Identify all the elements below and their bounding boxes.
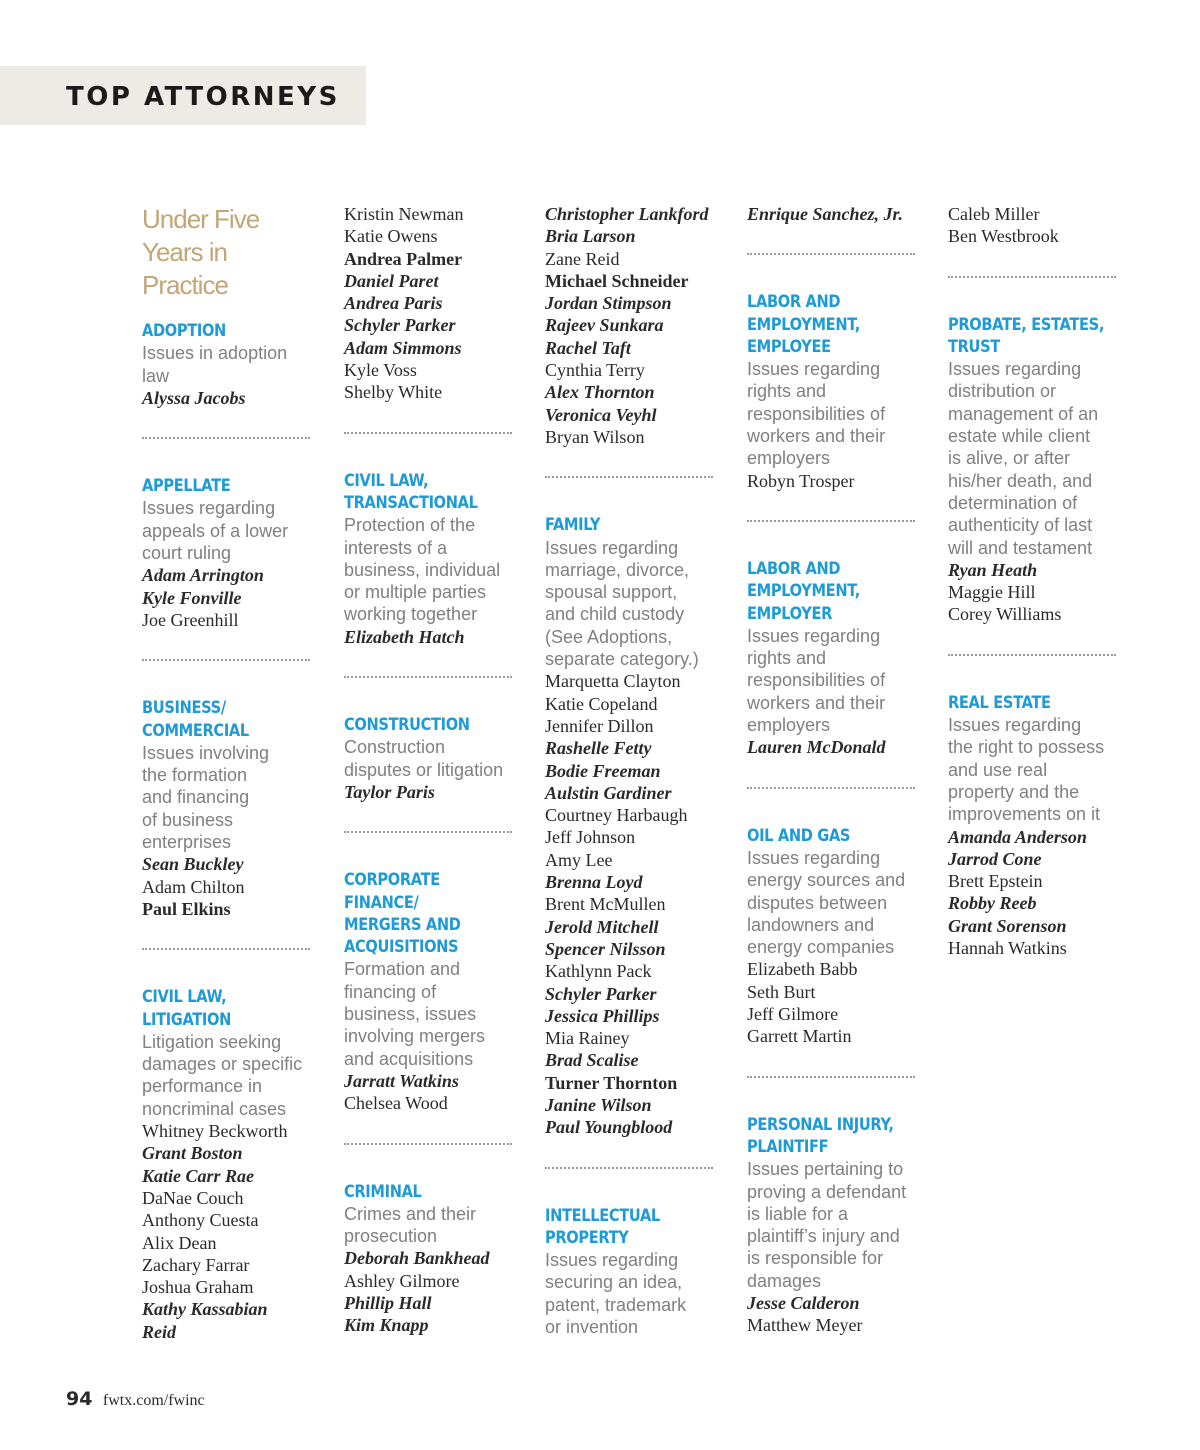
attorney-name: Anthony Cuesta bbox=[142, 1210, 259, 1231]
description-line: Issues regarding bbox=[747, 847, 881, 868]
heading-line: EMPLOYMENT, bbox=[747, 581, 860, 602]
description-line: will and testament bbox=[948, 537, 1093, 558]
attorney-name: Cynthia Terry bbox=[545, 360, 645, 381]
attorney-name: Brent McMullen bbox=[545, 894, 666, 915]
attorney-name: Taylor Paris bbox=[344, 781, 435, 802]
attorney-name: Jeff Johnson bbox=[545, 827, 636, 848]
heading-line: COMMERCIAL bbox=[142, 720, 249, 741]
attorney-name: Courtney Harbaugh bbox=[545, 805, 688, 826]
description-line: business, individual bbox=[344, 559, 501, 580]
dotted-divider bbox=[142, 437, 310, 439]
category-description bbox=[747, 847, 923, 958]
heading-line: TRANSACTIONAL bbox=[344, 492, 478, 513]
attorney-name: Jordan Stimpson bbox=[545, 293, 672, 314]
description-line: is liable for a bbox=[747, 1203, 849, 1224]
dotted-divider bbox=[344, 432, 512, 434]
attorney-name: Jarratt Watkins bbox=[344, 1070, 459, 1091]
description-line: or invention bbox=[545, 1317, 639, 1338]
heading-line: EMPLOYEE bbox=[747, 336, 831, 357]
attorney-name: Jeff Gilmore bbox=[747, 1004, 839, 1025]
description-line: securing an idea, bbox=[545, 1272, 683, 1293]
category-heading bbox=[344, 869, 520, 958]
dotted-divider bbox=[747, 520, 915, 522]
description-line: or multiple parties bbox=[344, 582, 487, 603]
attorney-name: Kyle Fonville bbox=[142, 587, 242, 608]
attorney-name: Kristin Newman bbox=[344, 204, 464, 224]
description-line: Issues regarding bbox=[747, 625, 881, 646]
column-4 bbox=[747, 203, 923, 1337]
dotted-divider bbox=[344, 1143, 512, 1145]
column-5 bbox=[948, 203, 1124, 959]
dotted-divider bbox=[747, 787, 915, 789]
attorney-name: Shelby White bbox=[344, 382, 443, 403]
category-heading bbox=[948, 314, 1124, 359]
category-description bbox=[344, 1203, 520, 1248]
description-line: prosecution bbox=[344, 1226, 438, 1247]
dotted-divider bbox=[747, 1076, 915, 1078]
category-description bbox=[344, 736, 520, 781]
category-heading bbox=[545, 1205, 721, 1250]
heading-line: LABOR AND bbox=[747, 558, 841, 579]
heading-line: CORPORATE bbox=[344, 870, 440, 891]
category-heading bbox=[142, 320, 318, 342]
dotted-divider bbox=[545, 1167, 713, 1169]
attorney-name: Spencer Nilsson bbox=[545, 938, 666, 959]
description-line: Litigation seeking bbox=[142, 1031, 282, 1052]
attorney-name: Kyle Voss bbox=[344, 360, 417, 381]
category-heading bbox=[142, 986, 318, 1031]
attorney-name: Katie Copeland bbox=[545, 693, 658, 714]
description-line: enterprises bbox=[142, 832, 232, 853]
attorney-name: Alix Dean bbox=[142, 1232, 217, 1253]
heading-line: MERGERS AND bbox=[344, 914, 461, 935]
attorney-name: Rashelle Fetty bbox=[545, 738, 652, 759]
dotted-divider bbox=[344, 831, 512, 833]
attorney-name: Bryan Wilson bbox=[545, 426, 645, 447]
description-line: separate category.) bbox=[545, 649, 699, 670]
description-line: workers and their bbox=[747, 426, 886, 447]
heading-line: ACQUISITIONS bbox=[344, 937, 459, 958]
description-line: Issues regarding bbox=[747, 359, 881, 380]
attorney-name: Ryan Heath bbox=[948, 559, 1038, 580]
attorney-name: Aulstin Gardiner bbox=[545, 782, 672, 803]
description-line: business, issues bbox=[344, 1004, 477, 1025]
page-number: 94 bbox=[66, 1388, 93, 1410]
description-line: patent, trademark bbox=[545, 1294, 687, 1315]
category-heading bbox=[747, 291, 923, 358]
attorney-name: Katie Carr Rae bbox=[142, 1165, 255, 1186]
attorney-name: Daniel Paret bbox=[344, 270, 439, 291]
description-line: marriage, divorce, bbox=[545, 559, 690, 580]
description-line: responsibilities of bbox=[747, 403, 886, 424]
description-line: the right to possess bbox=[948, 737, 1105, 758]
description-line: court ruling bbox=[142, 543, 232, 564]
attorney-name: Kathy Kassabian bbox=[142, 1299, 268, 1320]
attorney-name: Alex Thornton bbox=[545, 382, 655, 403]
category-description bbox=[747, 625, 923, 736]
attorney-name: Grant Boston bbox=[142, 1143, 243, 1164]
heading-line: TRUST bbox=[948, 336, 1000, 357]
category-description bbox=[142, 1031, 318, 1120]
attorney-name: Grant Sorenson bbox=[948, 915, 1067, 936]
attorney-name: Corey Williams bbox=[948, 604, 1062, 625]
attorney-name: Joe Greenhill bbox=[142, 609, 239, 630]
heading-line: PLAINTIFF bbox=[747, 1136, 829, 1157]
description-line: appeals of a lower bbox=[142, 520, 289, 541]
attorney-name: Joshua Graham bbox=[142, 1277, 254, 1298]
category-heading bbox=[344, 714, 520, 736]
attorney-name: Adam Arrington bbox=[142, 565, 264, 586]
description-line: rights and bbox=[747, 648, 827, 669]
footer-url: fwtx.com/fwinc bbox=[102, 1392, 205, 1409]
attorney-name: Mia Rainey bbox=[545, 1028, 630, 1049]
attorney-name: Marquetta Clayton bbox=[545, 671, 681, 692]
description-line: responsibilities of bbox=[747, 670, 886, 691]
attorney-name: Seth Burt bbox=[747, 981, 816, 1002]
description-line: disputes or litigation bbox=[344, 759, 504, 780]
attorney-name: Robyn Trosper bbox=[747, 470, 855, 491]
attorney-name: Andrea Paris bbox=[344, 293, 443, 314]
column-2 bbox=[344, 203, 520, 1337]
description-line: Protection of the bbox=[344, 515, 476, 536]
description-line: and financing bbox=[142, 787, 250, 808]
attorney-name: DaNae Couch bbox=[142, 1187, 244, 1208]
description-line: working together bbox=[344, 604, 478, 625]
attorney-name: Brett Epstein bbox=[948, 871, 1043, 892]
heading-line: PROBATE, ESTATES, bbox=[948, 314, 1105, 335]
description-line: is alive, or after bbox=[948, 448, 1071, 469]
attorney-name: Christopher Lankford bbox=[545, 204, 709, 224]
attorney-name: Elizabeth Babb bbox=[747, 959, 858, 980]
heading-line: PERSONAL INJURY, bbox=[747, 1114, 894, 1135]
category-description bbox=[142, 742, 318, 853]
attorney-name: Brad Scalise bbox=[545, 1050, 639, 1071]
dotted-divider bbox=[948, 654, 1116, 656]
category-description bbox=[344, 958, 520, 1069]
description-line: property and the bbox=[948, 781, 1080, 802]
description-line: energy companies bbox=[747, 937, 895, 958]
description-line: workers and their bbox=[747, 692, 886, 713]
description-line: the formation bbox=[142, 765, 248, 786]
attorney-name: Schyler Parker bbox=[344, 315, 456, 336]
description-line: disputes between bbox=[747, 892, 888, 913]
attorney-name: Robby Reeb bbox=[948, 893, 1037, 914]
attorney-name: Brenna Loyd bbox=[545, 872, 643, 893]
description-line: estate while client bbox=[948, 426, 1091, 447]
attorney-name: Amanda Anderson bbox=[948, 826, 1087, 847]
description-line: employers bbox=[747, 715, 831, 736]
heading-line: PROPERTY bbox=[545, 1227, 629, 1248]
description-line: and use real bbox=[948, 759, 1048, 780]
description-line: interests of a bbox=[344, 537, 448, 558]
attorney-name: Paul Elkins bbox=[142, 898, 231, 919]
attorney-name: Schyler Parker bbox=[545, 983, 657, 1004]
description-line: Issues regarding bbox=[545, 1250, 679, 1271]
description-line: improvements on it bbox=[948, 804, 1101, 825]
attorney-name: Amy Lee bbox=[545, 849, 613, 870]
heading-line: CONSTRUCTION bbox=[344, 715, 470, 736]
category-description bbox=[142, 342, 318, 387]
description-line: of business bbox=[142, 809, 234, 830]
description-line: law bbox=[142, 365, 170, 386]
attorney-name: Jesse Calderon bbox=[747, 1292, 860, 1313]
description-line: performance in bbox=[142, 1076, 263, 1097]
description-line: (See Adoptions, bbox=[545, 626, 673, 647]
category-heading bbox=[545, 514, 721, 536]
description-line: Crimes and their bbox=[344, 1203, 477, 1224]
category-description bbox=[747, 1158, 923, 1292]
description-line: Issues regarding bbox=[142, 498, 276, 519]
description-line: plaintiff’s injury and bbox=[747, 1226, 900, 1247]
attorney-name: Rachel Taft bbox=[545, 337, 631, 358]
attorney-name: Maggie Hill bbox=[948, 582, 1036, 603]
heading-line: CIVIL LAW, bbox=[344, 470, 429, 491]
description-line: determination of bbox=[948, 492, 1078, 513]
heading-line: CRIMINAL bbox=[344, 1181, 422, 1202]
attorney-name: Jarrod Cone bbox=[948, 848, 1042, 869]
category-heading bbox=[747, 558, 923, 625]
attorney-name: Michael Schneider bbox=[545, 270, 689, 291]
description-line: management of an bbox=[948, 403, 1099, 424]
description-line: proving a defendant bbox=[747, 1181, 907, 1202]
attorney-name: Deborah Bankhead bbox=[344, 1248, 490, 1269]
attorney-name: Chelsea Wood bbox=[344, 1093, 448, 1114]
category-description bbox=[948, 714, 1124, 825]
attorney-name: Bria Larson bbox=[545, 226, 636, 247]
description-line: employers bbox=[747, 448, 831, 469]
attorney-name: Ashley Gilmore bbox=[344, 1270, 460, 1291]
attorney-name: Rajeev Sunkara bbox=[545, 315, 664, 336]
attorney-name: Alyssa Jacobs bbox=[142, 387, 246, 408]
description-line: authenticity of last bbox=[948, 515, 1093, 536]
description-line: and acquisitions bbox=[344, 1048, 474, 1069]
description-line: Issues regarding bbox=[545, 537, 679, 558]
heading-line: ADOPTION bbox=[142, 321, 226, 341]
dotted-divider bbox=[747, 253, 915, 255]
dotted-divider bbox=[545, 476, 713, 478]
heading-line: BUSINESS/ bbox=[142, 698, 226, 719]
attorney-name: Jerold Mitchell bbox=[545, 916, 659, 937]
heading-line: APPELLATE bbox=[142, 476, 231, 497]
description-line: and child custody bbox=[545, 604, 685, 625]
description-line: damages bbox=[747, 1270, 822, 1291]
description-line: Formation and bbox=[344, 959, 461, 980]
attorney-name: Turner Thornton bbox=[545, 1072, 678, 1093]
attorney-name: Sean Buckley bbox=[142, 854, 244, 875]
attorney-name: Jennifer Dillon bbox=[545, 715, 654, 736]
description-line: Construction bbox=[344, 737, 446, 758]
category-heading bbox=[344, 470, 520, 515]
description-line: Issues in adoption bbox=[142, 343, 288, 364]
description-line: Issues regarding bbox=[948, 715, 1082, 736]
attorney-name: Hannah Watkins bbox=[948, 938, 1067, 959]
section-title: Under Five Years in Practice bbox=[142, 204, 260, 300]
category-description bbox=[545, 1249, 721, 1338]
attorney-name: Garrett Martin bbox=[747, 1026, 852, 1047]
heading-line: EMPLOYER bbox=[747, 603, 833, 624]
category-heading bbox=[142, 475, 318, 497]
page-title: TOP ATTORNEYS bbox=[66, 82, 340, 112]
attorney-name: Phillip Hall bbox=[344, 1292, 432, 1313]
attorney-name: Andrea Palmer bbox=[344, 248, 463, 269]
attorney-name: Paul Youngblood bbox=[545, 1117, 673, 1138]
heading-line: OIL AND GAS bbox=[747, 825, 851, 846]
attorney-name: Katie Owens bbox=[344, 226, 438, 247]
column-3 bbox=[545, 203, 721, 1338]
attorney-name: Kathlynn Pack bbox=[545, 961, 652, 982]
category-heading bbox=[747, 825, 923, 847]
description-line: distribution or bbox=[948, 381, 1057, 402]
attorney-name: Caleb Miller bbox=[948, 204, 1040, 224]
attorney-name: Elizabeth Hatch bbox=[344, 626, 465, 647]
category-description bbox=[142, 497, 318, 564]
description-line: Issues regarding bbox=[948, 359, 1082, 380]
attorney-name: Ben Westbrook bbox=[948, 226, 1059, 247]
attorney-name: Veronica Veyhl bbox=[545, 404, 657, 425]
column-1 bbox=[142, 203, 318, 1343]
category-heading bbox=[344, 1181, 520, 1203]
attorney-name: Zane Reid bbox=[545, 248, 620, 269]
heading-line: CIVIL LAW, bbox=[142, 987, 227, 1008]
attorney-name: Whitney Beckworth bbox=[142, 1121, 288, 1142]
attorney-name: Zachary Farrar bbox=[142, 1254, 250, 1275]
attorney-name: Reid bbox=[142, 1321, 176, 1342]
attorney-name: Janine Wilson bbox=[545, 1094, 652, 1115]
heading-line: FINANCE/ bbox=[344, 892, 419, 913]
attorney-name: Adam Simmons bbox=[344, 337, 462, 358]
description-line: damages or specific bbox=[142, 1054, 303, 1075]
category-description bbox=[344, 514, 520, 625]
description-line: rights and bbox=[747, 381, 827, 402]
description-line: involving mergers bbox=[344, 1026, 486, 1047]
description-line: landowners and bbox=[747, 914, 875, 935]
heading-line: EMPLOYMENT, bbox=[747, 314, 860, 335]
description-line: is responsible for bbox=[747, 1248, 884, 1269]
category-heading bbox=[948, 692, 1124, 714]
dotted-divider bbox=[142, 659, 310, 661]
description-line: noncriminal cases bbox=[142, 1098, 287, 1119]
attorney-name: Enrique Sanchez, Jr. bbox=[747, 204, 904, 224]
attorney-name: Jessica Phillips bbox=[545, 1005, 660, 1026]
dotted-divider bbox=[344, 676, 512, 678]
heading-line: FAMILY bbox=[545, 515, 601, 536]
description-line: Issues involving bbox=[142, 742, 270, 763]
category-description bbox=[545, 537, 721, 671]
description-line: Issues pertaining to bbox=[747, 1159, 904, 1180]
description-line: energy sources and bbox=[747, 870, 906, 891]
category-description bbox=[948, 358, 1124, 559]
attorney-name: Lauren McDonald bbox=[747, 737, 886, 758]
page-footer bbox=[66, 1388, 205, 1412]
heading-line: REAL ESTATE bbox=[948, 692, 1051, 713]
description-line: his/her death, and bbox=[948, 470, 1093, 491]
attorney-name: Matthew Meyer bbox=[747, 1315, 863, 1336]
dotted-divider bbox=[948, 276, 1116, 278]
heading-line: LITIGATION bbox=[142, 1009, 231, 1030]
dotted-divider bbox=[142, 948, 310, 950]
attorney-name: Bodie Freeman bbox=[545, 760, 661, 781]
description-line: spousal support, bbox=[545, 582, 678, 603]
category-heading bbox=[747, 1114, 923, 1159]
attorney-name: Adam Chilton bbox=[142, 876, 245, 897]
category-description bbox=[747, 358, 923, 469]
category-heading bbox=[142, 697, 318, 742]
heading-line: LABOR AND bbox=[747, 292, 841, 313]
heading-line: INTELLECTUAL bbox=[545, 1205, 660, 1226]
attorney-name: Kim Knapp bbox=[344, 1315, 429, 1336]
description-line: financing of bbox=[344, 981, 437, 1002]
